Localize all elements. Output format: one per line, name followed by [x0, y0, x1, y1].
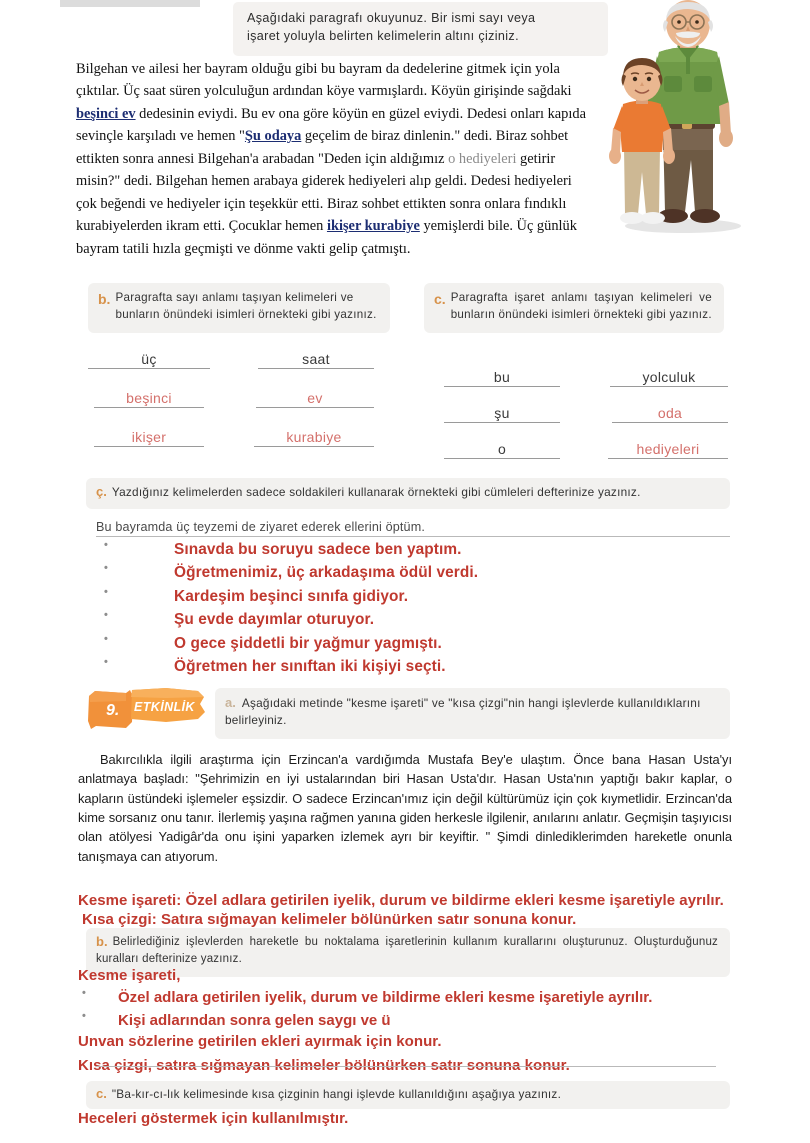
passage-seg-4: getirir misin?" dedi. Bilgehan hemen arabaya giderek hediyeleri alıp geldi. Dedesi hediyeleri çok beğendi ve hediyeler için teşekkür etti. Biraz sohbet ettikten sonra onlara fındıklı kurabiyelerden ikram etti. Çocuklar hemen	[76, 150, 572, 235]
list-item[interactable]: • Öğretmenimiz, üç arkadaşıma ödül verdi.	[96, 561, 736, 584]
activity-prompt-tag: a.	[225, 695, 236, 710]
activity-badge	[86, 688, 208, 732]
blank-c-r1-left[interactable]: bu	[444, 369, 560, 387]
grandfather-and-grandson-illustration	[601, 0, 764, 239]
answers-b2-line-4[interactable]: Kısa çizgi, satıra sığmayan kelimeler bölünürken satır sonuna konur.	[78, 1057, 570, 1074]
list-item[interactable]: • Kişi adlarından sonra gelen saygı ve ü	[78, 1009, 738, 1032]
panel-c-tag: c.	[434, 291, 446, 307]
panel-b2-tag: b.	[96, 934, 108, 949]
faded-o-hediyeleri: o hediyeleri	[448, 150, 517, 167]
passage-seg-5: yemişlerdi bile. Üç günlük bayram tatili hızla geçmişti ve dönme vakti gelip çatmıştı.	[76, 218, 577, 257]
answer-c2[interactable]: Heceleri göstermek için kullanılmıştır.	[78, 1110, 349, 1127]
blank-c-r2-right[interactable]: oda	[612, 405, 728, 423]
blank-c-r3-right[interactable]: hediyeleri	[608, 441, 728, 459]
blank-c-r3-left[interactable]: o	[444, 441, 560, 459]
activity-prompt-text: Aşağıdaki metinde "kesme işareti" ve "kısa çizgi"nin hangi işlevlerde kullanıldıklarını belirleyiniz.	[225, 696, 701, 728]
blank-b-r1-left[interactable]: üç	[88, 351, 210, 369]
passage-seg-3: geçelim de biraz dinlenin." dedi. Biraz sohbet ettikten sonra annesi Bilgehan'a arabadan "Deden için aldığımız	[76, 128, 569, 167]
panel-c-text: Paragrafta işaret anlamı taşıyan kelimeleri ve bunların önündeki isimleri örnekteki gibi yazınız.	[450, 291, 712, 321]
panel-b2-text: Belirlediğiniz işlevlerden hareketle bu noktalama işaretlerinin kullanım kurallarını oluşturunuz. Oluşturduğunuz kuralları defterinize yazınız.	[96, 936, 718, 966]
exercise-panel-c	[424, 283, 724, 333]
list-item[interactable]: • Sınavda bu soruyu sadece ben yaptım.	[96, 538, 736, 561]
list-item[interactable]: • Öğretmen her sınıftan iki kişiyi seçti.	[96, 655, 736, 678]
list-item[interactable]: • Özel adlara getirilen iyelik, durum ve bildirme ekleri kesme işaretiyle ayrılır.	[78, 986, 738, 1009]
blank-b-r3-left[interactable]: ikişer	[94, 429, 204, 447]
blank-c-r1-right[interactable]: yolculuk	[610, 369, 728, 387]
list-item[interactable]: • O gece şiddetli bir yağmur yagmıştı.	[96, 632, 736, 655]
instruction-banner	[233, 2, 608, 56]
exercise-panel-b	[88, 283, 390, 333]
blank-c-r2-left[interactable]: şu	[444, 405, 560, 423]
handwritten-rule-kesme[interactable]: Kesme işareti: Özel adlara getirilen iyelik, durum ve bildirme ekleri kesme işaretiyle ayrılır.	[78, 892, 724, 909]
underlined-besinci-ev: beşinci ev	[76, 105, 136, 122]
underlined-ikiser-kurabiye: ikişer kurabiye	[326, 218, 420, 235]
passage-seg-1: Bilgehan ve ailesi her bayram olduğu gibi bu bayram da dedelerine gitmek için yola çıktılar. Üç saat süren yolculuğun ardından köye varmışlardı. Köyün girişinde sağdaki	[76, 61, 572, 100]
underlined-su-odaya: Şu odaya	[244, 128, 302, 145]
instruction-line-2: işaret yoluyla belirten kelimelerin altını çiziniz.	[247, 28, 519, 43]
panel-c2-text: "Ba-kır-cı-lık kelimesinde kısa çizginin hangi işlevde kullanıldığını aşağıya yazınız.	[111, 1087, 562, 1101]
panel-cedil-text: Yazdığınız kelimelerden sadece soldakileri kullanarak örnekteki gibi cümleleri defterinize yazınız.	[111, 485, 641, 499]
list-item[interactable]: • Kardeşim beşinci sınıfa gidiyor.	[96, 585, 736, 608]
blank-b-r1-right[interactable]: saat	[258, 351, 374, 369]
passage-seg-2: dedesinin eviydi. Bu ev ona göre köyün en güzel eviydi. Dedesi onları kapıda sevinçle karşıladı ve hemen "	[76, 105, 586, 145]
erzincan-reading-text	[78, 750, 732, 866]
list-item[interactable]: • Şu evde dayımlar oturuyor.	[96, 608, 736, 631]
cedil-example-sentence: Bu bayramda üç teyzemi de ziyaret ederek ellerini öptüm.	[96, 520, 730, 537]
panel-c2-tag: c.	[96, 1086, 107, 1101]
instruction-line-1: Aşağıdaki paragrafı okuyunuz. Bir ismi sayı veya	[247, 11, 536, 25]
answers-b2-heading[interactable]: Kesme işareti,	[78, 967, 181, 984]
exercise-panel-c2	[86, 1081, 730, 1109]
reading-passage	[76, 58, 596, 260]
handwritten-rule-kisa-cizgi[interactable]: Kısa çizgi: Satıra sığmayan kelimeler bölünürken satır sonuna konur.	[82, 911, 577, 928]
answers-b2-list	[78, 986, 738, 1033]
erzincan-paragraph: Bakırcılıkla ilgili araştırma için Erzincan'a vardığımda Mustafa Bey'e ulaştım. Önce bana Hasan Usta'yı anlatmaya başladı: "Şehrimizin en iyi ustalarından biri Hasan Usta'dır. Hasan Usta'nın yaptığı bakır kaplar, o kapların üstündeki işlemeler eşsizdir. O sadece Erzincan'ımız için değil kültürümüz için çok kıymetlidir. Erzincan'da kime sorsanız onu tanır. İlerlemiş yaşına rağmen yanına giden herkesle ilgilenir, anılarını anlatır. Geçmişin taşıyıcısı olan atölyesi Yadigâr'da onu işini yaparken izlemek ayrı bir keyiftir. " Şimdi dinlediklerimden hareketle onunla tanışmaya can atıyorum.	[78, 752, 732, 864]
page-top-strip	[60, 0, 200, 7]
cedil-answer-list	[96, 538, 736, 678]
exercise-panel-cedil	[86, 478, 730, 509]
activity-prompt-a	[215, 688, 730, 739]
blank-b-r2-right[interactable]: ev	[256, 390, 374, 408]
answers-b2-line-3[interactable]: Unvan sözlerine getirilen ekleri ayırmak için konur.	[78, 1033, 442, 1050]
panel-b-tag: b.	[98, 291, 111, 307]
panel-b-text: Paragrafta sayı anlamı taşıyan kelimeleri ve bunların önündeki isimleri örnekteki gibi yazınız.	[115, 291, 377, 321]
activity-number: 9.	[106, 702, 120, 719]
panel-cedil-tag: ç.	[96, 484, 107, 499]
blank-b-r3-right[interactable]: kurabiye	[254, 429, 374, 447]
blank-b-r2-left[interactable]: beşinci	[94, 390, 204, 408]
activity-label: ETKİNLİK	[134, 700, 195, 714]
answers-b2-underline	[96, 1066, 716, 1067]
